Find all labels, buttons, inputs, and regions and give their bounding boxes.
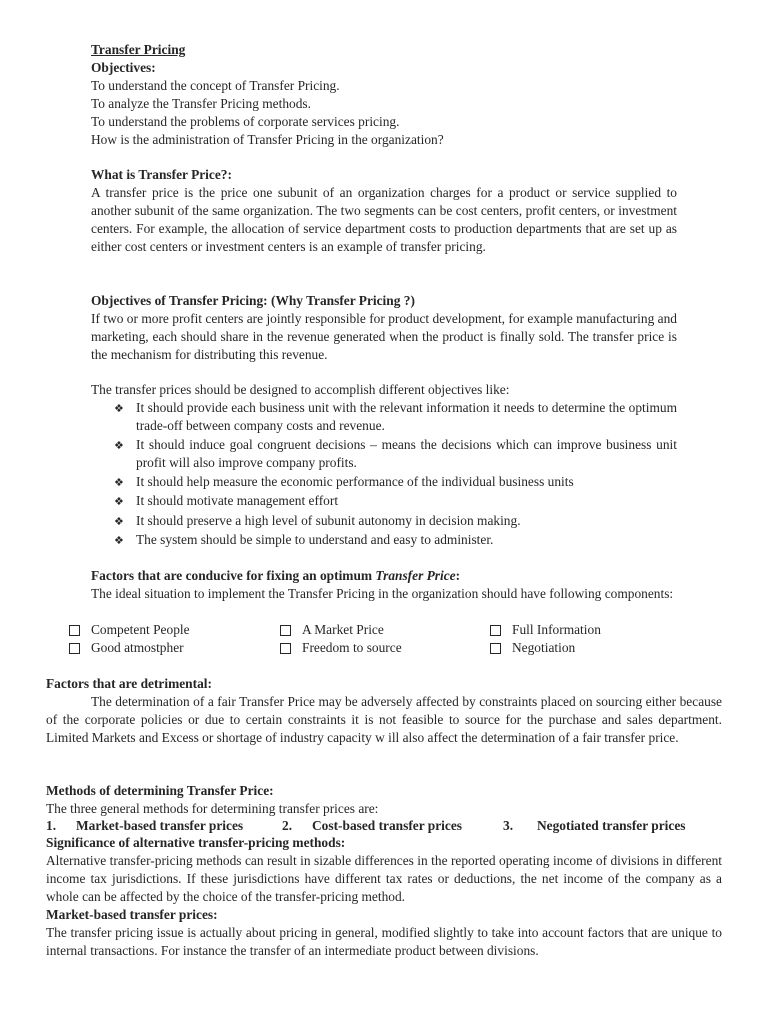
significance-paragraph: Alternative transfer-pricing methods can result in sizable differences in the reported operating income of divisions in different income tax jurisdictions. If these jurisdictions have different tax rates or deductions, the net income of the company as a whole can be affected by the choice of the transfer-pricing method.: [46, 853, 722, 904]
component-item: A Market Price: [302, 622, 384, 637]
component-item: Competent People: [91, 622, 190, 637]
conducive-heading-text: Factors that are conducive for fixing an optimum: [91, 568, 376, 583]
conducive-heading: [91, 567, 460, 585]
detrimental-paragraph: The determination of a fair Transfer Price may be adversely affected by constraints placed on sourcing either because of the corporate policies or due to certain constraints it is not feasible to source for the purchase and sales department. Limited Markets and Excess or shortage of industry capacity w ill also affect the determination of a fair transfer price.: [46, 694, 722, 745]
checkbox-icon: [490, 643, 501, 654]
objective-line: How is the administration of Transfer Pricing in the organization?: [91, 132, 444, 147]
bullet-icon: ❖: [114, 402, 124, 415]
method-label: Negotiated transfer prices: [537, 818, 686, 833]
market-paragraph: The transfer pricing issue is actually about pricing in general, modified slightly to take into account factors that are unique to internal transactions. For instance the transfer of an intermediate product between divisions.: [46, 925, 722, 958]
checkbox-icon: [69, 643, 80, 654]
objective-line: To understand the concept of Transfer Pricing.: [91, 78, 340, 93]
method-number: 3.: [503, 818, 514, 833]
methods-heading: Methods of determining Transfer Price:: [46, 783, 274, 798]
objectives-heading: Objectives:: [91, 60, 156, 75]
what-heading: What is Transfer Price?:: [91, 167, 232, 182]
conducive-paragraph: The ideal situation to implement the Transfer Pricing in the organization should have following components:: [91, 586, 674, 601]
method-number: 1.: [46, 818, 57, 833]
component-item: Negotiation: [512, 640, 576, 655]
component-item: Full Information: [512, 622, 601, 637]
bullet-icon: ❖: [114, 534, 124, 547]
why-heading: Objectives of Transfer Pricing: (Why Transfer Pricing ?): [91, 293, 415, 308]
design-intro: The transfer prices should be designed to accomplish different objectives like:: [91, 382, 510, 397]
component-item: Good atmostpher: [91, 640, 184, 655]
checkbox-icon: [280, 643, 291, 654]
bullet-item: It should induce goal congruent decisions – means the decisions which can improve business unit profit will also improve company profits.: [136, 437, 677, 470]
objective-line: To analyze the Transfer Pricing methods.: [91, 96, 311, 111]
component-item: Freedom to source: [302, 640, 402, 655]
document-title: Transfer Pricing: [91, 42, 186, 57]
bullet-icon: ❖: [114, 439, 124, 452]
bullet-icon: ❖: [114, 515, 124, 528]
what-paragraph: A transfer price is the price one subunit of an organization charges for a product or service supplied to another subunit of the same organization. The two segments can be cost centers, profit centers, or investment centers. For example, the allocation of service department costs to production departments that are set up as either cost centers or investment centers is an example of transfer pricing.: [91, 185, 677, 254]
method-label: Cost-based transfer prices: [312, 818, 463, 833]
bullet-item: It should help measure the economic performance of the individual business units: [136, 474, 574, 489]
methods-intro: The three general methods for determining transfer prices are:: [46, 801, 379, 816]
conducive-heading-emphasis: Transfer Price: [375, 568, 456, 583]
checkbox-icon: [280, 625, 291, 636]
bullet-item: It should preserve a high level of subunit autonomy in decision making.: [136, 513, 521, 528]
bullet-item: It should provide each business unit with the relevant information it needs to determine the optimum trade-off between company costs and revenue.: [136, 400, 677, 433]
significance-heading: Significance of alternative transfer-pricing methods:: [46, 835, 346, 850]
objective-line: To understand the problems of corporate services pricing.: [91, 114, 400, 129]
conducive-heading-colon: :: [455, 568, 461, 583]
checkbox-icon: [490, 625, 501, 636]
detrimental-heading: Factors that are detrimental:: [46, 676, 212, 691]
method-label: Market-based transfer prices: [76, 818, 244, 833]
method-number: 2.: [282, 818, 293, 833]
checkbox-icon: [69, 625, 80, 636]
why-paragraph: If two or more profit centers are jointly responsible for product development, for example manufacturing and marketing, each should share in the revenue generated when the product is finally sold. The transfer price is the mechanism for distributing this revenue.: [91, 311, 677, 362]
bullet-item: It should motivate management effort: [136, 493, 339, 508]
bullet-item: The system should be simple to understand and easy to administer.: [136, 532, 494, 547]
bullet-icon: ❖: [114, 476, 124, 489]
bullet-icon: ❖: [114, 495, 124, 508]
market-heading: Market-based transfer prices:: [46, 907, 218, 922]
